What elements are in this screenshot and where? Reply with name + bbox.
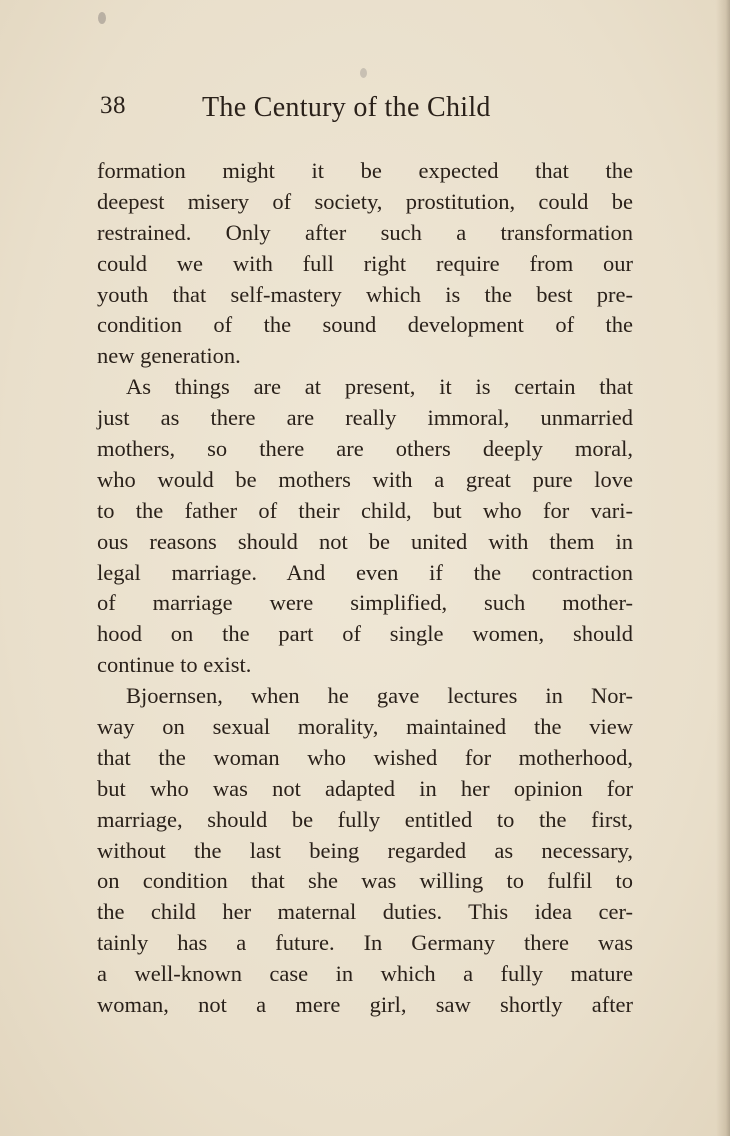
- text-line: youth that self-mastery which is the best pre-: [97, 281, 633, 307]
- text-line: of marriage were simplified, such mother-: [97, 590, 633, 616]
- text-line: condition of the sound development of the: [97, 312, 633, 338]
- text-line: hood on the part of single women, should: [97, 621, 633, 647]
- page-number: 38: [100, 92, 126, 119]
- text-line: restrained. Only after such a transformation: [97, 219, 633, 245]
- text-line: just as there are really immoral, unmarried: [97, 405, 633, 431]
- text-line: tainly has a future. In Germany there was: [97, 930, 633, 956]
- text-line: continue to exist.: [97, 652, 252, 678]
- text-line: mothers, so there are others deeply moral,: [97, 436, 633, 462]
- text-line: on condition that she was willing to fulfil to: [97, 868, 633, 894]
- text-line: woman, not a mere girl, saw shortly after: [97, 992, 633, 1018]
- text-line: deepest misery of society, prostitution, could be: [97, 188, 633, 214]
- text-line: but who was not adapted in her opinion for: [97, 775, 633, 801]
- running-head: The Century of the Child: [202, 92, 491, 123]
- text-line: who would be mothers with a great pure love: [97, 466, 633, 492]
- text-line: that the woman who wished for motherhood,: [97, 744, 633, 770]
- text-line: the child her maternal duties. This idea cer-: [97, 899, 633, 925]
- text-line: As things are at present, it is certain that: [126, 374, 633, 400]
- text-line: to the father of their child, but who for vari-: [97, 497, 633, 523]
- text-line: Bjoernsen, when he gave lectures in Nor-: [126, 683, 633, 709]
- paper-speck: [98, 12, 106, 24]
- text-line: legal marriage. And even if the contraction: [97, 559, 633, 585]
- page-edge-shadow: [716, 0, 730, 1136]
- text-line: a well-known case in which a fully mature: [97, 961, 633, 987]
- text-line: ous reasons should not be united with them in: [97, 528, 633, 554]
- text-line: marriage, should be fully entitled to the first,: [97, 806, 633, 832]
- body-text: [97, 156, 633, 1021]
- text-line: could we with full right require from our: [97, 250, 633, 276]
- text-line: way on sexual morality, maintained the view: [97, 714, 633, 740]
- page-header: [100, 92, 632, 132]
- text-line: without the last being regarded as necessary,: [97, 837, 633, 863]
- paper-speck: [360, 68, 367, 78]
- text-line: formation might it be expected that the: [97, 158, 633, 183]
- text-line: new generation.: [97, 343, 241, 369]
